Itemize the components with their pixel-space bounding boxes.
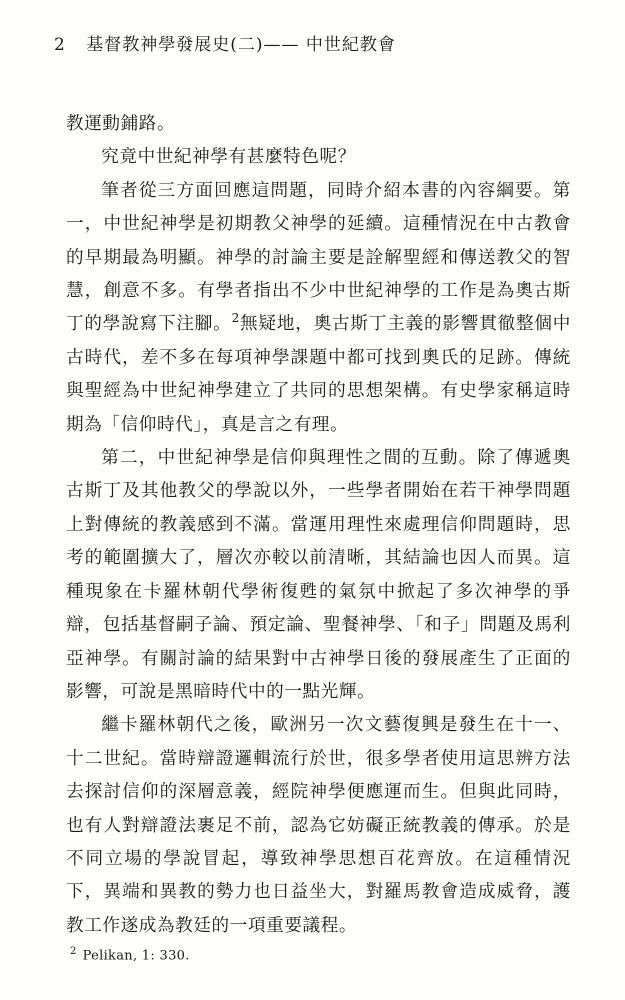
footnote-reference: 2 — [231, 311, 240, 326]
paragraph-3-before-note: 筆者從三方面回應這問題，同時介紹本書的內容綱要。第一，中世紀神學是初期教父神學的延續。這種情況在中古教會的早期最為明顯。神學的討論主要是詮解聖經和傳送教父的智慧，創意不多。有學者指出不少中世紀神學的工作是為奧古斯丁的學說寫下注腳。 — [66, 180, 571, 335]
body-text — [66, 108, 571, 943]
paragraph-4: 第二，中世紀神學是信仰與理性之間的互動。除了傳遞奧古斯丁及其他教父的學說以外，一些學者開始在若干神學問題上對傳統的教義感到不滿。當運用理性來處理信仰問題時，思考的範圍擴大了，層次亦較以前清晰，其結論也因人而異。這種現象在卡羅林朝代學術復甦的氣氛中掀起了多次神學的爭辯，包括基督嗣子論、預定論、聖餐神學、「和子」問題及馬利亞神學。有關討論的結果對中古神學日後的發展產生了正面的影響，可說是黑暗時代中的一點光輝。 — [66, 448, 571, 702]
footnote-text: Pelikan, 1: 330. — [82, 948, 190, 964]
paragraph-2: 究竟中世紀神學有甚麼特色呢？ — [101, 147, 356, 168]
footnote — [70, 946, 190, 963]
page-header — [54, 30, 574, 55]
page-number: 2 — [54, 35, 66, 55]
paragraph-3 — [66, 175, 571, 442]
paragraph-1: 教運動鋪路。 — [66, 114, 176, 134]
paragraph-5: 繼卡羅林朝代之後，歐洲另一次文藝復興是發生在十一、十二世紀。當時辯證邏輯流行於世，很多學者使用這思辨方法去探討信仰的深層意義，經院神學便應運而生。但與此同時，也有人對辯證法裹足不前，認為它妨礙正統教義的傳承。於是不同立場的學說冒起，導致神學思想百花齊放。在這種情況下，異端和異教的勢力也日益坐大，對羅馬教會造成威脅，護教工作遂成為教廷的一項重要議程。 — [66, 715, 571, 936]
paragraph-3-after-note: 無疑地，奧古斯丁主義的影響貫徹整個中古時代，差不多在每項神學課題中都可找到奧氏的足跡。傳統與聖經為中世紀神學建立了共同的思想架構。有史學家稱這時期為「信仰時代」，真是言之有理。 — [66, 314, 571, 435]
footnote-number: 2 — [70, 946, 77, 957]
running-title: 基督教神學發展史(二)—— 中世紀教會 — [86, 35, 396, 55]
